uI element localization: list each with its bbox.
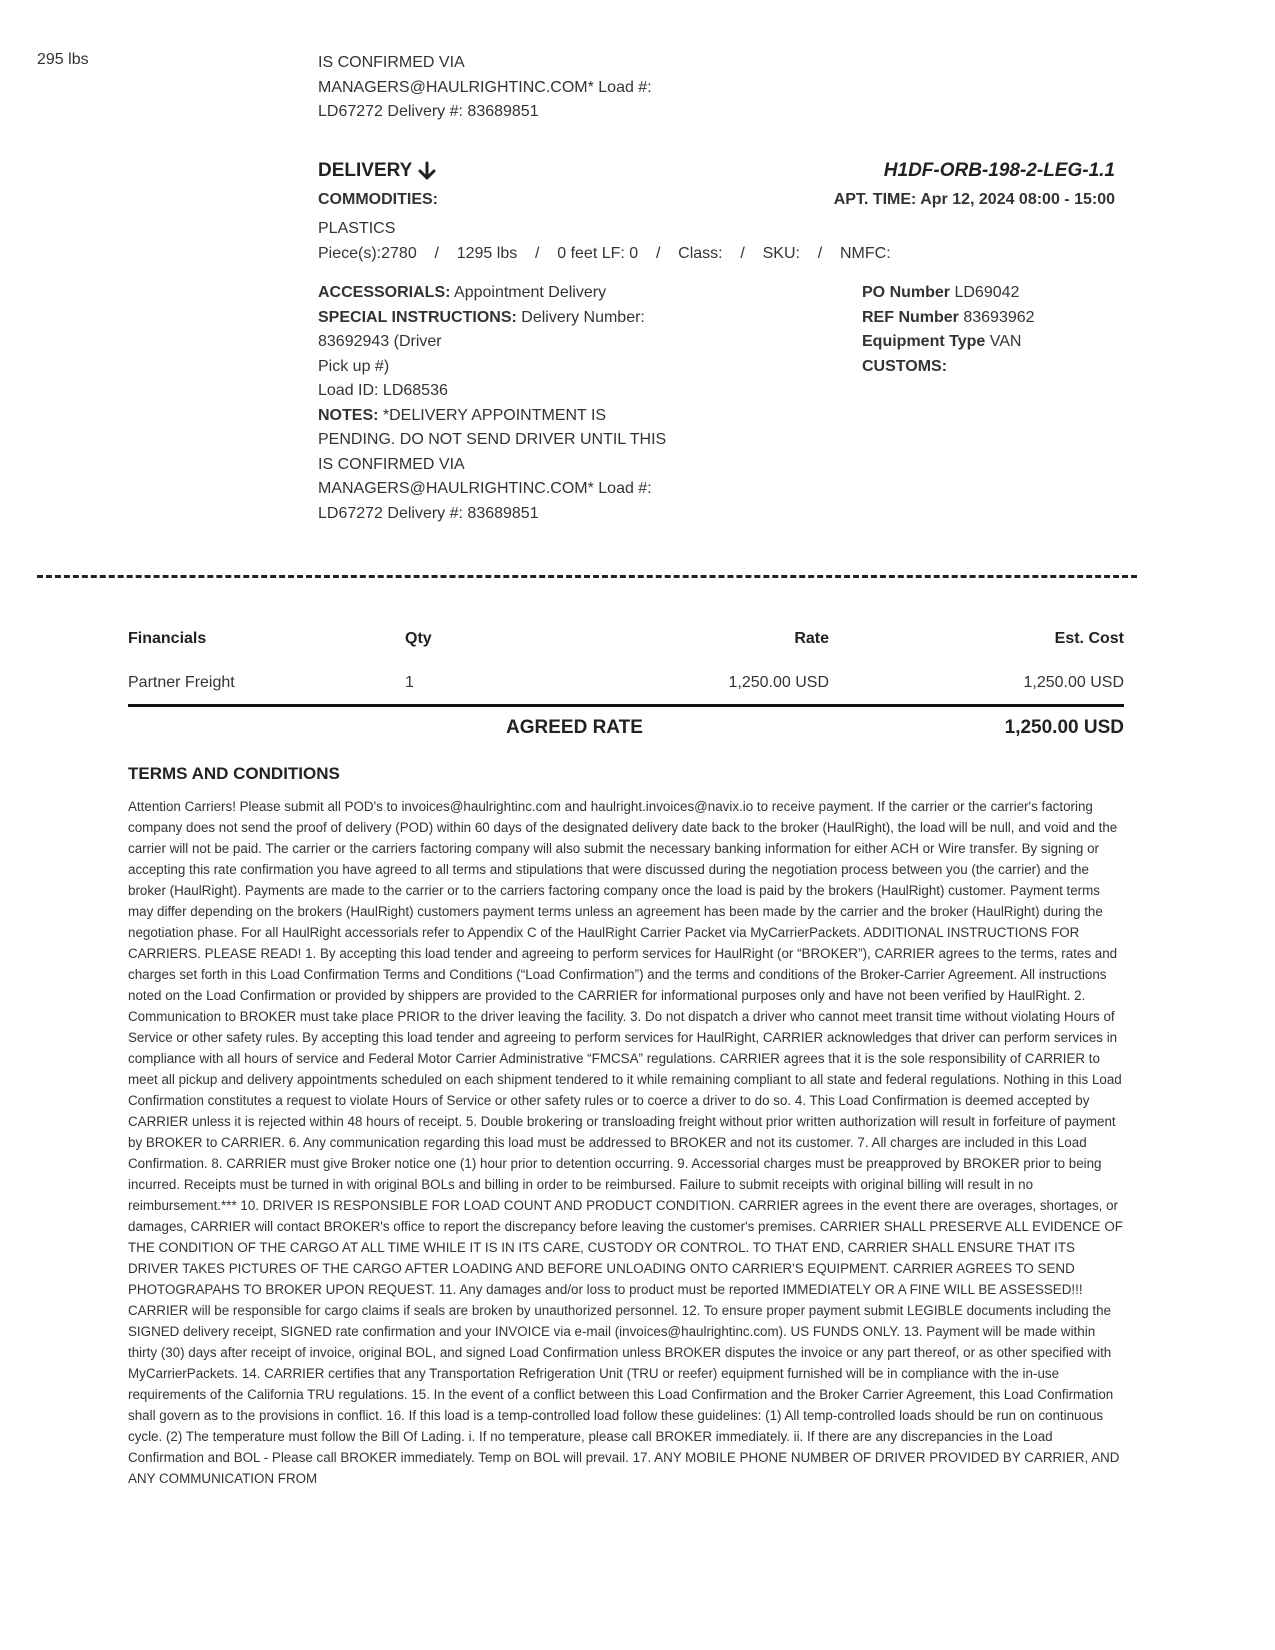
total-rule [128,704,1124,707]
section-divider [37,575,1137,578]
customs-row [862,355,1035,380]
row-qty: 1 [405,674,414,691]
row-est-cost: 1,250.00 USD [1023,674,1124,691]
header-qty: Qty [405,630,432,647]
notes-row [318,404,718,429]
header-financials: Financials [128,630,207,647]
accessorials-row [318,281,718,306]
agreed-rate-value: 1,250.00 USD [1004,717,1124,738]
ref-number-label: REF Number [862,308,959,326]
appointment-time: APT. TIME: Apr 12, 2024 08:00 - 15:00 [833,191,1115,208]
special-instructions-value: Delivery Number: [516,308,645,326]
table-header [128,630,1124,658]
delivery-title: DELIVERY [318,160,413,181]
notes-line: PENDING. DO NOT SEND DRIVER UNTIL THIS [318,431,667,448]
special-line: Pick up #) [318,357,390,375]
commodities-label: COMMODITIES: [318,191,438,208]
notes-line: LD67272 Delivery #: 83689851 [318,103,539,120]
agreed-rate-row [128,717,1124,751]
terms-body: Attention Carriers! Please submit all POD's to invoices@haulrightinc.com and haulright.invoices@navix.io to receive payment. If the carrier or the carrier's factoring company does not send the proof of delivery (POD) within 60 days of the designated delivery date back to the broker (HaulRight), the load will be null, and void and the carrier will not be paid. The carrier or the carriers factoring company will also submit the necessary banking information for either ACH or Wire transfer. By signing or accepting this rate confirmation you have agreed to all terms and stipulations that were discussed during the negotiation process between you (the carrier) and the broker (HaulRight). Payments are made to the carrier or to the carriers factoring company once the load is paid by the brokers (HaulRight) customer. Payment terms may differ depending on the brokers (HaulRight) customers payment terms unless an agreement has been made by the carrier and the broker (HaulRight) during the negotiation phase. For all HaulRight accessorials refer to Appendix C of the HaulRight Carrier Packet via MyCarrierPackets. ADDITIONAL INSTRUCTIONS FOR CARRIERS. PLEASE READ! 1. By accepting this load tender and agreeing to perform services for HaulRight (or “BROKER”), CARRIER agrees to the terms, rates and charges set forth in this Load Confirmation Terms and Conditions (“Load Confirmation”) and the terms and conditions of the Broker-Carrier Agreement. All instructions noted on the Load Confirmation or provided by shippers are provided to the CARRIER for informational purposes only and have not been verified by HaulRight. 2. Communication to BROKER must take place PRIOR to the driver leaving the facility. 3. Do not dispatch a driver who cannot meet transit time without violating Hours of Service or other safety rules. By accepting this load tender and agreeing to perform services for HaulRight, CARRIER acknowledges that driver can perform services in compliance with all hours of service and Federal Motor Carrier Administrative “FMCSA” regulations. CARRIER agrees that it is the sole responsibility of CARRIER to meet all pickup and delivery appointments scheduled on each shipment tendered to it while remaining compliant to all state and federal regulations. Nothing in this Load Confirmation constitutes a request to violate Hours of Service or other safety rules or to coerce a driver to do so. 4. This Load Confirmation is deemed accepted by CARRIER unless it is rejected within 48 hours of receipt. 5. Double brokering or transloading freight without prior written authorization will result in forfeiture of payment by BROKER to CARRIER. 6. Any communication regarding this load must be addressed to BROKER and not its customer. 7. All charges are included in this Load Confirmation. 8. CARRIER must give Broker notice one (1) hour prior to detention occurring. 9. Accessorial charges must be preapproved by BROKER prior to being incurred. Receipts must be turned in with original BOLs and billing in order to be reimbursed. Failure to submit receipts with original billing will result in no reimbursement.*** 10. DRIVER IS RESPONSIBLE FOR LOAD COUNT AND PRODUCT CONDITION. CARRIER agrees in the event there are overages, shortages, or damages, CARRIER will contact BROKER's office to report the discrepancy before leaving the customer's premises. CARRIER SHALL PRESERVE ALL EVIDENCE OF THE CONDITION OF THE CARGO AT ALL TIME WHILE IT IS IN ITS CARE, CUSTODY OR CONTROL. TO THAT END, CARRIER SHALL ENSURE THAT ITS DRIVER TAKES PICTURES OF THE CARGO AFTER LOADING AND BEFORE UNLOADING ONTO CARRIER'S EQUIPMENT. CARRIER AGREES TO SEND PHOTOGRAPAHS TO BROKER UPON REQUEST. 11. Any damages and/or loss to product must be reported IMMEDIATELY OR A FINE WILL BE ASSESSED!!! CARRIER will be responsible for cargo claims if seals are broken by unauthorized personnel. 12. To ensure proper payment submit LEGIBLE documents including the SIGNED delivery receipt, SIGNED rate confirmation and your INVOICE via e-mail (invoices@haulrightinc.com). US FUNDS ONLY. 13. Payment will be made within thirty (30) days after receipt of invoice, original BOL, and signed Load Confirmation unless BROKER disputes the invoice or any part thereof, or as other specified with MyCarrierPackets. 14. CARRIER certifies that any Transportation Refrigeration Unit (TRU or reefer) equipment furnished will be in compliance with the in-use requirements of the California TRU regulations. 15. In the event of a conflict between this Load Confirmation and the Broker Carrier Agreement, this Load Confirmation shall govern as to the provisions in conflict. 16. If this load is a temp-controlled load follow these guidelines: (1) All temp-controlled loads should be run on continuous cycle. (2) The temperature must follow the Bill Of Lading. i. If no temperature, please call BROKER immediately. ii. If there are any discrepancies in the Load Confirmation and BOL - Please call BROKER immediately. Temp on BOL will prevail. 17. ANY MOBILE PHONE NUMBER OF DRIVER PROVIDED BY CARRIER, AND ANY COMMUNICATION FROM [128,799,1123,1486]
notes-line: MANAGERS@HAULRIGHTINC.COM* Load #: [318,480,652,497]
agreed-rate-label: AGREED RATE [506,717,643,738]
notes-line: MANAGERS@HAULRIGHTINC.COM* Load #: [318,78,652,96]
piece-details: Piece(s):2780 / 1295 lbs / 0 feet LF: 0 / Class: / SKU: / NMFC: [318,245,891,262]
leg-id: H1DF-ORB-198-2-LEG-1.1 [883,160,1115,181]
notes-line: LD67272 Delivery #: 83689851 [318,504,539,522]
customs-label: CUSTOMS: [862,357,948,375]
row-rate: 1,250.00 USD [728,674,829,691]
accessorials-label: ACCESSORIALS: [318,284,451,301]
header-rate: Rate [794,630,829,647]
notes-continuation [318,51,718,125]
delivery-details [318,281,718,526]
commodity-name: PLASTICS [318,220,396,237]
notes-value: *DELIVERY APPOINTMENT IS [378,406,607,424]
terms-title: TERMS AND CONDITIONS [128,764,340,783]
special-instructions-row [318,306,718,331]
accessorials-value: Appointment Delivery [450,284,607,301]
po-number-value: LD69042 [950,284,1020,301]
special-line: Load ID: LD68536 [318,382,448,399]
weight-fragment: 295 lbs [37,51,89,68]
special-instructions-label: SPECIAL INSTRUCTIONS: [318,308,517,326]
header-est-cost: Est. Cost [1054,630,1124,647]
notes-label: NOTES: [318,406,379,424]
po-number-label: PO Number [862,284,951,301]
table-row [128,674,1124,702]
equipment-type-label: Equipment Type [862,333,986,350]
row-description: Partner Freight [128,674,235,691]
reference-details [862,281,1035,379]
ref-number-row [862,306,1035,331]
ref-number-value: 83693962 [958,308,1035,326]
po-number-row [862,281,1035,306]
arrow-down-icon [418,161,436,181]
delivery-heading [318,160,436,182]
equipment-type-row [862,330,1035,355]
notes-line: IS CONFIRMED VIA [318,455,465,473]
equipment-type-value: VAN [985,333,1022,350]
financials-table [128,630,1124,751]
special-line: 83692943 (Driver [318,333,442,350]
notes-line: IS CONFIRMED VIA [318,54,465,71]
